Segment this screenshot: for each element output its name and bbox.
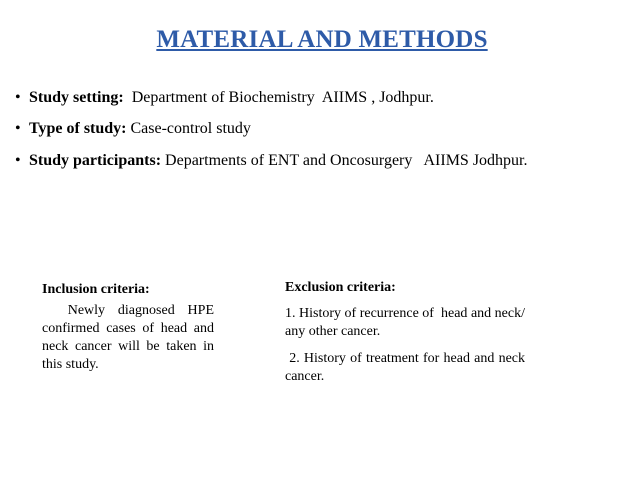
bullet-value: Case-control study bbox=[126, 120, 251, 137]
exclusion-item-1: 1. History of recurrence of head and neck/ any other cancer. bbox=[285, 306, 529, 339]
bullet-label: Type of study: bbox=[29, 120, 127, 137]
bullet-label: Study participants: bbox=[29, 152, 162, 169]
bullet-label: Study setting: bbox=[29, 89, 124, 106]
exclusion-item-2 bbox=[285, 350, 525, 386]
bullet-text bbox=[29, 119, 569, 138]
inclusion-heading: Inclusion criteria: bbox=[42, 282, 150, 297]
bullet-dot-icon: • bbox=[15, 152, 21, 169]
slide-title bbox=[0, 26, 638, 54]
bullet-value: Departments of ENT and Oncosurgery AIIMS Jodhpur. bbox=[161, 152, 528, 169]
exclusion-item-2-text: 2. History of treatment for head and neck cancer. bbox=[285, 351, 526, 384]
exclusion-heading: Exclusion criteria: bbox=[285, 280, 396, 295]
bullet-dot-icon: • bbox=[15, 120, 21, 137]
inclusion-text bbox=[42, 302, 214, 374]
slide-title-text: MATERIAL AND METHODS bbox=[156, 26, 488, 53]
bullet-dot-icon: • bbox=[15, 89, 21, 106]
inclusion-body: Newly diagnosed HPE confirmed cases of head and neck cancer will be taken in this study. bbox=[42, 303, 214, 372]
bullet-text bbox=[29, 151, 569, 170]
bullet-text bbox=[29, 88, 569, 107]
bullet-value: Department of Biochemistry AIIMS , Jodhpur. bbox=[123, 89, 434, 106]
